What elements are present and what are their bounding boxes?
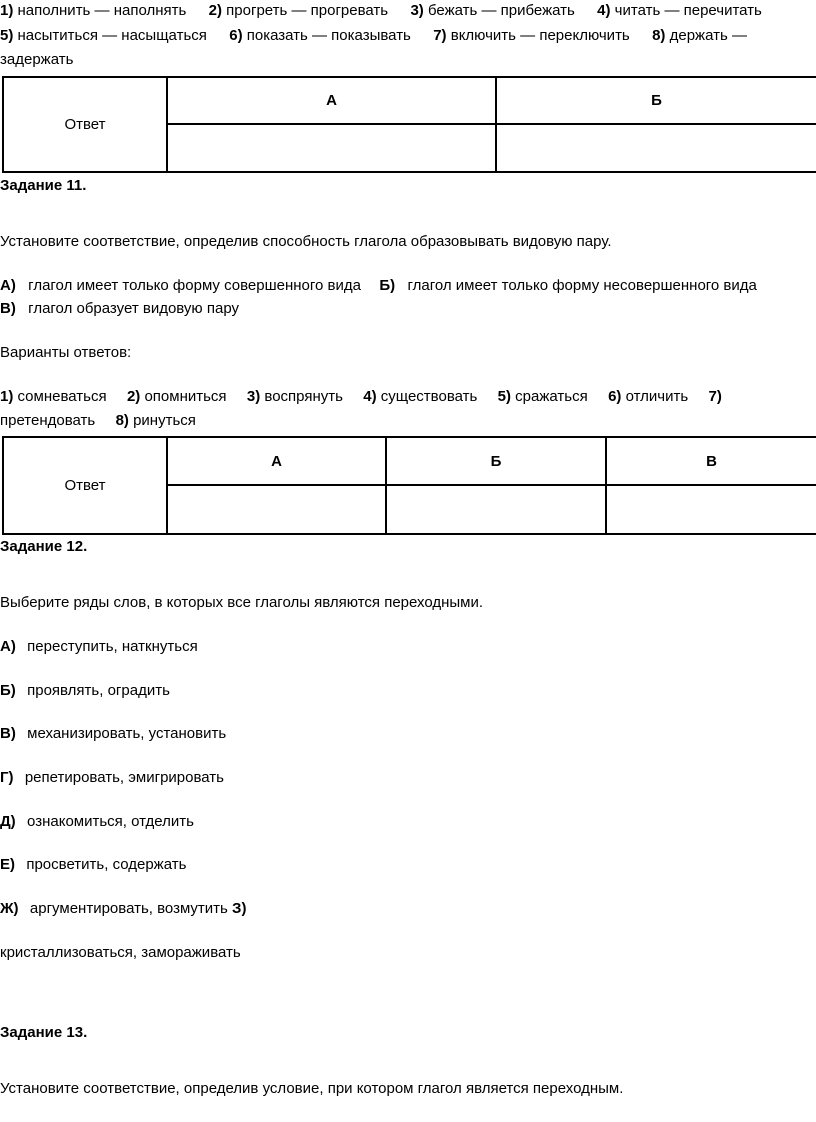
- item-number: 3): [410, 2, 424, 19]
- variant-number: 7): [708, 388, 722, 405]
- answer-cell-b[interactable]: [496, 124, 816, 172]
- item-text: наполнить — наполнять: [13, 2, 187, 19]
- item-text: бежать — прибежать: [423, 2, 575, 19]
- item-number: 4): [597, 2, 611, 19]
- answer-cell-a[interactable]: [167, 124, 496, 172]
- variant-number: 5): [497, 388, 512, 405]
- answer-label: Ответ: [3, 437, 167, 534]
- item-text: прогреть — прогревать: [222, 2, 389, 19]
- task-12-option-d: [0, 768, 224, 788]
- option-letter: З): [232, 900, 247, 917]
- answer-cell-c[interactable]: [606, 485, 816, 534]
- variants-row-2: [0, 411, 196, 431]
- item-number: 7): [433, 27, 447, 44]
- column-header-a: А: [167, 437, 386, 485]
- task-12-title: Задание 12.: [0, 538, 88, 555]
- option-letter: А): [0, 277, 16, 294]
- variant-number: 1): [0, 388, 14, 405]
- option-text: аргументировать, возмутить: [29, 900, 228, 917]
- variants-label: Варианты ответов:: [0, 344, 132, 361]
- task-11-options-row-1: [0, 276, 757, 296]
- variant-text: существовать: [376, 388, 478, 405]
- variants-row-1: [0, 387, 722, 407]
- option-text: переступить, наткнуться: [27, 638, 198, 655]
- task-12-option-c: [0, 724, 226, 744]
- item-number: 1): [0, 2, 14, 19]
- answer-table-1: [2, 76, 816, 173]
- variant-number: 8): [115, 412, 129, 429]
- task-11-title: Задание 11.: [0, 177, 87, 194]
- option-letter: А): [0, 638, 16, 655]
- task-12-instruction: Выберите ряды слов, в которых все глаголы являются переходными.: [0, 594, 484, 611]
- option-letter: Б): [0, 682, 16, 699]
- item-text: держать —: [665, 27, 747, 44]
- item-number: 5): [0, 27, 14, 44]
- item-number: 8): [652, 27, 666, 44]
- pairs-row-3: задержать: [0, 51, 74, 68]
- variant-text: претендовать: [0, 412, 96, 429]
- option-text: механизировать, установить: [27, 725, 227, 742]
- option-letter: Ж): [0, 900, 19, 917]
- column-header-c: В: [606, 437, 816, 485]
- variant-text: опомниться: [140, 388, 227, 405]
- task-12-option-h: кристаллизоваться, замораживать: [0, 944, 241, 961]
- option-text: проявлять, оградить: [27, 682, 170, 699]
- answer-cell-a[interactable]: [167, 485, 386, 534]
- item-text: показать — показывать: [242, 27, 411, 44]
- pairs-row-1: [0, 1, 762, 21]
- task-13-title: Задание 13.: [0, 1024, 88, 1041]
- option-letter: Д): [0, 813, 16, 830]
- answer-label: Ответ: [3, 77, 167, 172]
- item-number: 2): [208, 2, 222, 19]
- option-text: просветить, содержать: [26, 856, 187, 873]
- answer-cell-b[interactable]: [386, 485, 606, 534]
- variant-number: 2): [126, 388, 141, 405]
- item-text: включить — переключить: [446, 27, 630, 44]
- column-header-b: Б: [496, 77, 816, 124]
- variant-text: воспрянуть: [260, 388, 343, 405]
- task-12-option-e: [0, 812, 194, 832]
- variant-number: 6): [608, 388, 622, 405]
- option-letter: Г): [0, 769, 14, 786]
- task-12-option-f: [0, 855, 186, 875]
- task-11-instruction: Установите соответствие, определив способность глагола образовывать видовую пару.: [0, 233, 612, 250]
- task-12-option-g: [0, 899, 246, 919]
- option-text: глагол имеет только форму несовершенного вида: [407, 277, 757, 294]
- option-letter: Е): [0, 856, 15, 873]
- item-text: насытиться — насыщаться: [13, 27, 207, 44]
- variant-number: 4): [363, 388, 377, 405]
- column-header-b: Б: [386, 437, 606, 485]
- variant-text: отличить: [621, 388, 689, 405]
- variant-number: 3): [246, 388, 261, 405]
- task-12-option-a: [0, 637, 198, 657]
- option-text: ознакомиться, отделить: [27, 813, 194, 830]
- task-13-instruction: Установите соответствие, определив условие, при котором глагол является переходным.: [0, 1080, 624, 1097]
- item-text: читать — перечитать: [610, 2, 762, 19]
- option-letter: В): [0, 725, 16, 742]
- option-text: глагол имеет только форму совершенного вида: [28, 277, 361, 294]
- pairs-row-2: [0, 26, 747, 46]
- option-letter: В): [0, 300, 16, 317]
- item-number: 6): [229, 27, 243, 44]
- variant-text: ринуться: [128, 412, 196, 429]
- task-11-options-row-2: [0, 299, 239, 319]
- option-letter: Б): [379, 277, 396, 294]
- column-header-a: А: [167, 77, 496, 124]
- task-12-option-b: [0, 681, 170, 701]
- option-text: репетировать, эмигрировать: [24, 769, 224, 786]
- answer-table-2: [2, 436, 816, 535]
- variant-text: сражаться: [511, 388, 588, 405]
- option-text: глагол образует видовую пару: [28, 300, 239, 317]
- variant-text: сомневаться: [13, 388, 107, 405]
